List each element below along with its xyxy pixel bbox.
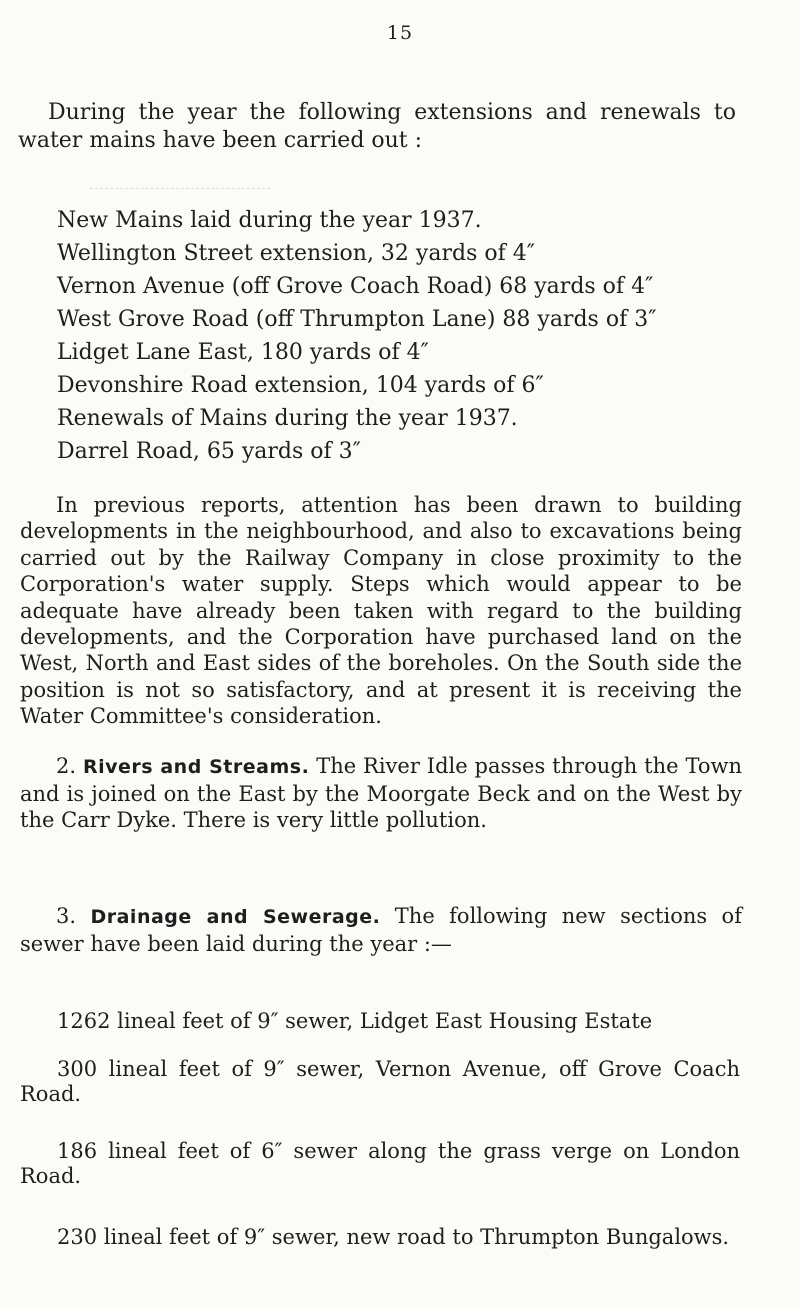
list-item: Renewals of Mains during the year 1937.	[57, 406, 518, 431]
list-item: New Mains laid during the year 1937.	[57, 208, 482, 233]
intro-paragraph	[18, 99, 736, 155]
drainage-heading: Drainage and Sewerage.	[90, 906, 381, 928]
sewer-text: 1262 lineal feet of 9″ sewer, Lidget East Housing Estate	[57, 1009, 653, 1033]
sewer-text: 300 lineal feet of 9″ sewer, Vernon Avenue, off Grove Coach Road.	[20, 1057, 740, 1106]
faint-rule	[90, 188, 270, 189]
list-item: Vernon Avenue (off Grove Coach Road) 68 yards of 4″	[57, 274, 654, 299]
list-item: Darrel Road, 65 yards of 3″	[57, 439, 361, 464]
list-item: Wellington Street extension, 32 yards of 4″	[57, 241, 535, 266]
rivers-heading: Rivers and Streams.	[82, 756, 310, 778]
sewer-text: 186 lineal feet of 6″ sewer along the grass verge on London Road.	[20, 1139, 740, 1188]
page-number: 15	[386, 22, 414, 44]
list-item: Lidget Lane East, 180 yards of 4″	[57, 340, 429, 365]
drainage-number: 3.	[56, 904, 77, 928]
sewer-entry	[20, 1225, 740, 1250]
list-item: Devonshire Road extension, 104 yards of 6″	[57, 373, 544, 398]
drainage-text: The following new sections of sewer have been laid during the year :—	[20, 904, 742, 956]
sewer-entry	[20, 1057, 740, 1107]
drainage-paragraph	[20, 903, 742, 958]
sewer-entry	[20, 1139, 740, 1189]
list-item: West Grove Road (off Thrumpton Lane) 88 yards of 3″	[57, 307, 657, 332]
attention-paragraph: In previous reports, attention has been drawn to building developments in the neighbourhood, and also to excavations being carried out by the Railway Company in close proximity to the Corporation's water supply. Steps which would appear to be adequate have already been taken with regard to the building developments, and the Corporation have purchased land on the West, North and East sides of the boreholes. On the South side the position is not so satisfactory, and at present it is receiving the Water Committee's consideration.	[20, 493, 742, 729]
intro-text: During the year the following extensions and renewals to water mains have been carried out :	[18, 100, 736, 153]
water-mains-list	[57, 204, 757, 468]
rivers-paragraph	[20, 753, 742, 834]
sewer-entry	[20, 1009, 740, 1034]
sewer-text: 230 lineal feet of 9″ sewer, new road to Thrumpton Bungalows.	[57, 1225, 730, 1249]
rivers-text: The River Idle passes through the Town and is joined on the East by the Moorgate Beck and on the West by the Carr Dyke. There is very little pollution.	[20, 754, 742, 832]
rivers-number: 2.	[56, 754, 77, 778]
